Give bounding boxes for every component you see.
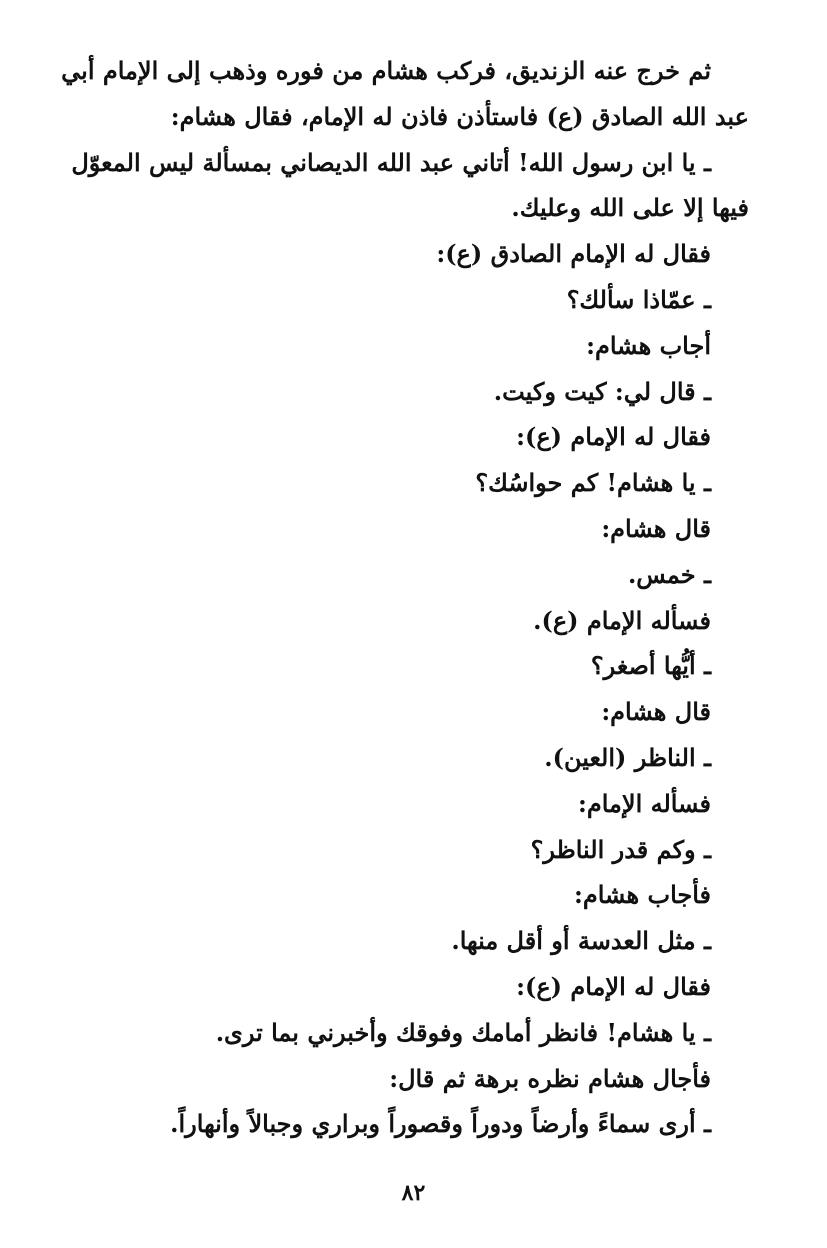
- text-line: فسأله الإمام (ع).: [533, 605, 711, 635]
- text-line: فسأله الإمام:: [578, 788, 711, 818]
- page-number: ٨٢: [401, 1180, 426, 1206]
- text-line: ـ مثل العدسة أو أقل منها.: [451, 926, 711, 956]
- text-line: فقال له الإمام (ع):: [516, 971, 711, 1001]
- text-line: ثم خرج عنه الزنديق، فركب هشام من فوره وذهب إلى الإمام أبي: [61, 56, 711, 85]
- text-line: ـ خمس.: [627, 559, 711, 589]
- text-line: قال هشام:: [601, 513, 711, 543]
- text-line: فأجاب هشام:: [574, 880, 711, 910]
- text-line: قال هشام:: [601, 697, 711, 727]
- text-line: ـ عمّاذا سألك؟: [566, 284, 711, 314]
- text-line: عبد الله الصادق (ع) فاستأذن فاذن له الإمام، فقال هشام:: [170, 101, 749, 131]
- text-line: ـ أرى سماءً وأرضاً ودوراً وقصوراً وبراري وجبالاً وأنهاراً.: [170, 1109, 711, 1139]
- text-line: ـ يا هشام! فانظر أمامك وفوقك وأخبرني بما ترى.: [215, 1017, 711, 1047]
- text-line: ـ قال لي: كيت وكيت.: [493, 376, 711, 406]
- text-line: فأجال هشام نظره برهة ثم قال:: [389, 1063, 711, 1093]
- text-line: ـ يا هشام! كم حواسُك؟: [475, 468, 711, 498]
- text-line: ـ أيُّها أصغر؟: [590, 651, 711, 681]
- text-line: ـ يا ابن رسول الله! أتاني عبد الله الديصاني بمسألة ليس المعوّل: [71, 147, 711, 177]
- text-line: فقال له الإمام (ع):: [516, 422, 711, 452]
- text-line: فيها إلا على الله وعليك.: [511, 193, 749, 223]
- text-line: ـ وكم قدر الناظر؟: [530, 834, 711, 864]
- text-line: ـ الناظر (العين).: [544, 742, 711, 772]
- body-text: [61, 48, 749, 1147]
- text-line: أجاب هشام:: [586, 330, 711, 360]
- text-line: فقال له الإمام الصادق (ع):: [436, 239, 711, 269]
